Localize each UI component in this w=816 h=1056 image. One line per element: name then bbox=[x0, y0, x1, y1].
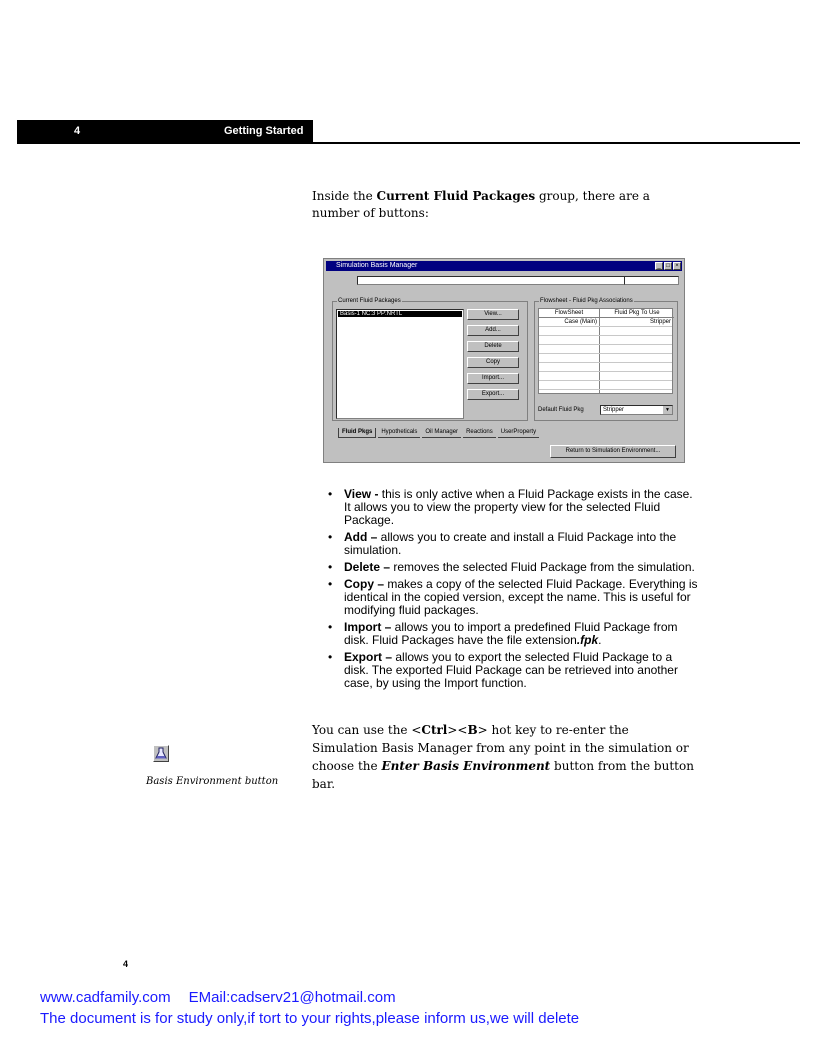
footer-notice: The document is for study only,if tort to your rights,please inform us,we will delete bbox=[40, 1010, 580, 1027]
flowsheet-associations-label: Flowsheet - Fluid Pkg Associations bbox=[540, 298, 633, 304]
tab-oil-manager[interactable]: Oil Manager bbox=[422, 428, 461, 438]
current-fluid-packages-label: Current Fluid Packages bbox=[338, 298, 401, 304]
minimize-icon[interactable]: _ bbox=[655, 262, 663, 270]
window-title: Simulation Basis Manager bbox=[336, 262, 418, 269]
copy-button[interactable]: Copy bbox=[467, 357, 519, 368]
fluid-package-list[interactable] bbox=[336, 309, 464, 419]
hotkey-paragraph: You can use the <Ctrl><B> hot key to re-enter the Simulation Basis Manager from any point in the simulation or choose the Enter Basis Environment button from the button bar. bbox=[312, 723, 694, 791]
window-title-bar bbox=[326, 261, 682, 271]
footer-website-link[interactable]: www.cadfamily.com bbox=[40, 989, 171, 1006]
list-item: • Delete – removes the selected Fluid Package from the simulation. bbox=[328, 560, 695, 574]
export-button[interactable]: Export... bbox=[467, 389, 519, 400]
tab-userproperty[interactable]: UserProperty bbox=[498, 428, 539, 438]
table-cell-flowsheet: Case (Main) bbox=[564, 319, 597, 325]
intro-bold: Current Fluid Packages bbox=[376, 189, 536, 203]
import-button[interactable]: Import... bbox=[467, 373, 519, 384]
list-item: • Copy – makes a copy of the selected Fluid Package. Everything is identical in the copied version, except the name. This is useful for modifying fluid packages. bbox=[328, 577, 698, 617]
tab-strip bbox=[338, 428, 541, 438]
delete-button[interactable]: Delete bbox=[467, 341, 519, 352]
table-header-flowsheet: FlowSheet bbox=[539, 309, 599, 318]
chevron-down-icon[interactable]: ▼ bbox=[663, 406, 672, 414]
basis-environment-caption: Basis Environment button bbox=[146, 776, 279, 787]
default-fluid-pkg-select[interactable]: Stripper ▼ bbox=[600, 405, 673, 415]
list-item: • Add – allows you to create and install a Fluid Package into the simulation. bbox=[328, 530, 677, 557]
list-item[interactable]: Basis-1 NC:3 PP:NRTL bbox=[338, 311, 462, 317]
list-item: • View - this is only active when a Fluid Package exists in the case. It allows you to view the property view for the selected Fluid Package. bbox=[328, 487, 693, 527]
associations-table bbox=[538, 308, 673, 394]
flask-icon bbox=[154, 746, 168, 761]
window-status-field bbox=[357, 276, 647, 285]
header-rule bbox=[17, 142, 800, 144]
footer-contact bbox=[40, 989, 396, 1006]
simulation-basis-manager-window bbox=[323, 258, 685, 463]
add-button[interactable]: Add... bbox=[467, 325, 519, 336]
list-item: • Export – allows you to export the selected Fluid Package to a disk. The exported Fluid Package can be retrieved into another case, by using the Import function. bbox=[328, 650, 678, 690]
page-number: 4 bbox=[123, 959, 129, 969]
return-to-simulation-button[interactable]: Return to Simulation Environment... bbox=[550, 445, 676, 458]
footer-email-link[interactable]: EMail:cadserv21@hotmail.com bbox=[188, 989, 396, 1006]
window-status-field-2 bbox=[624, 276, 679, 285]
close-icon[interactable]: × bbox=[673, 262, 681, 270]
header-chapter-title: Getting Started bbox=[224, 125, 304, 137]
basis-environment-button[interactable] bbox=[153, 745, 169, 762]
tab-reactions[interactable]: Reactions bbox=[463, 428, 496, 438]
maximize-icon[interactable]: □ bbox=[664, 262, 672, 270]
view-button[interactable]: View... bbox=[467, 309, 519, 320]
default-fluid-pkg-label: Default Fluid Pkg bbox=[538, 407, 584, 413]
table-cell-fluid-pkg[interactable]: Stripper bbox=[649, 319, 671, 325]
button-description-list bbox=[326, 488, 698, 694]
table-header-fluid-pkg: Fluid Pkg To Use bbox=[600, 309, 674, 318]
list-item: • Import – allows you to import a predefined Fluid Package from disk. Fluid Packages have the file extension.fpk. bbox=[328, 620, 678, 647]
intro-paragraph: Inside the Current Fluid Packages group, there are a number of buttons: bbox=[312, 189, 650, 220]
tab-hypotheticals[interactable]: Hypotheticals bbox=[378, 428, 420, 438]
header-page-number: 4 bbox=[74, 125, 81, 137]
tab-fluid-pkgs[interactable]: Fluid Pkgs bbox=[338, 428, 376, 438]
